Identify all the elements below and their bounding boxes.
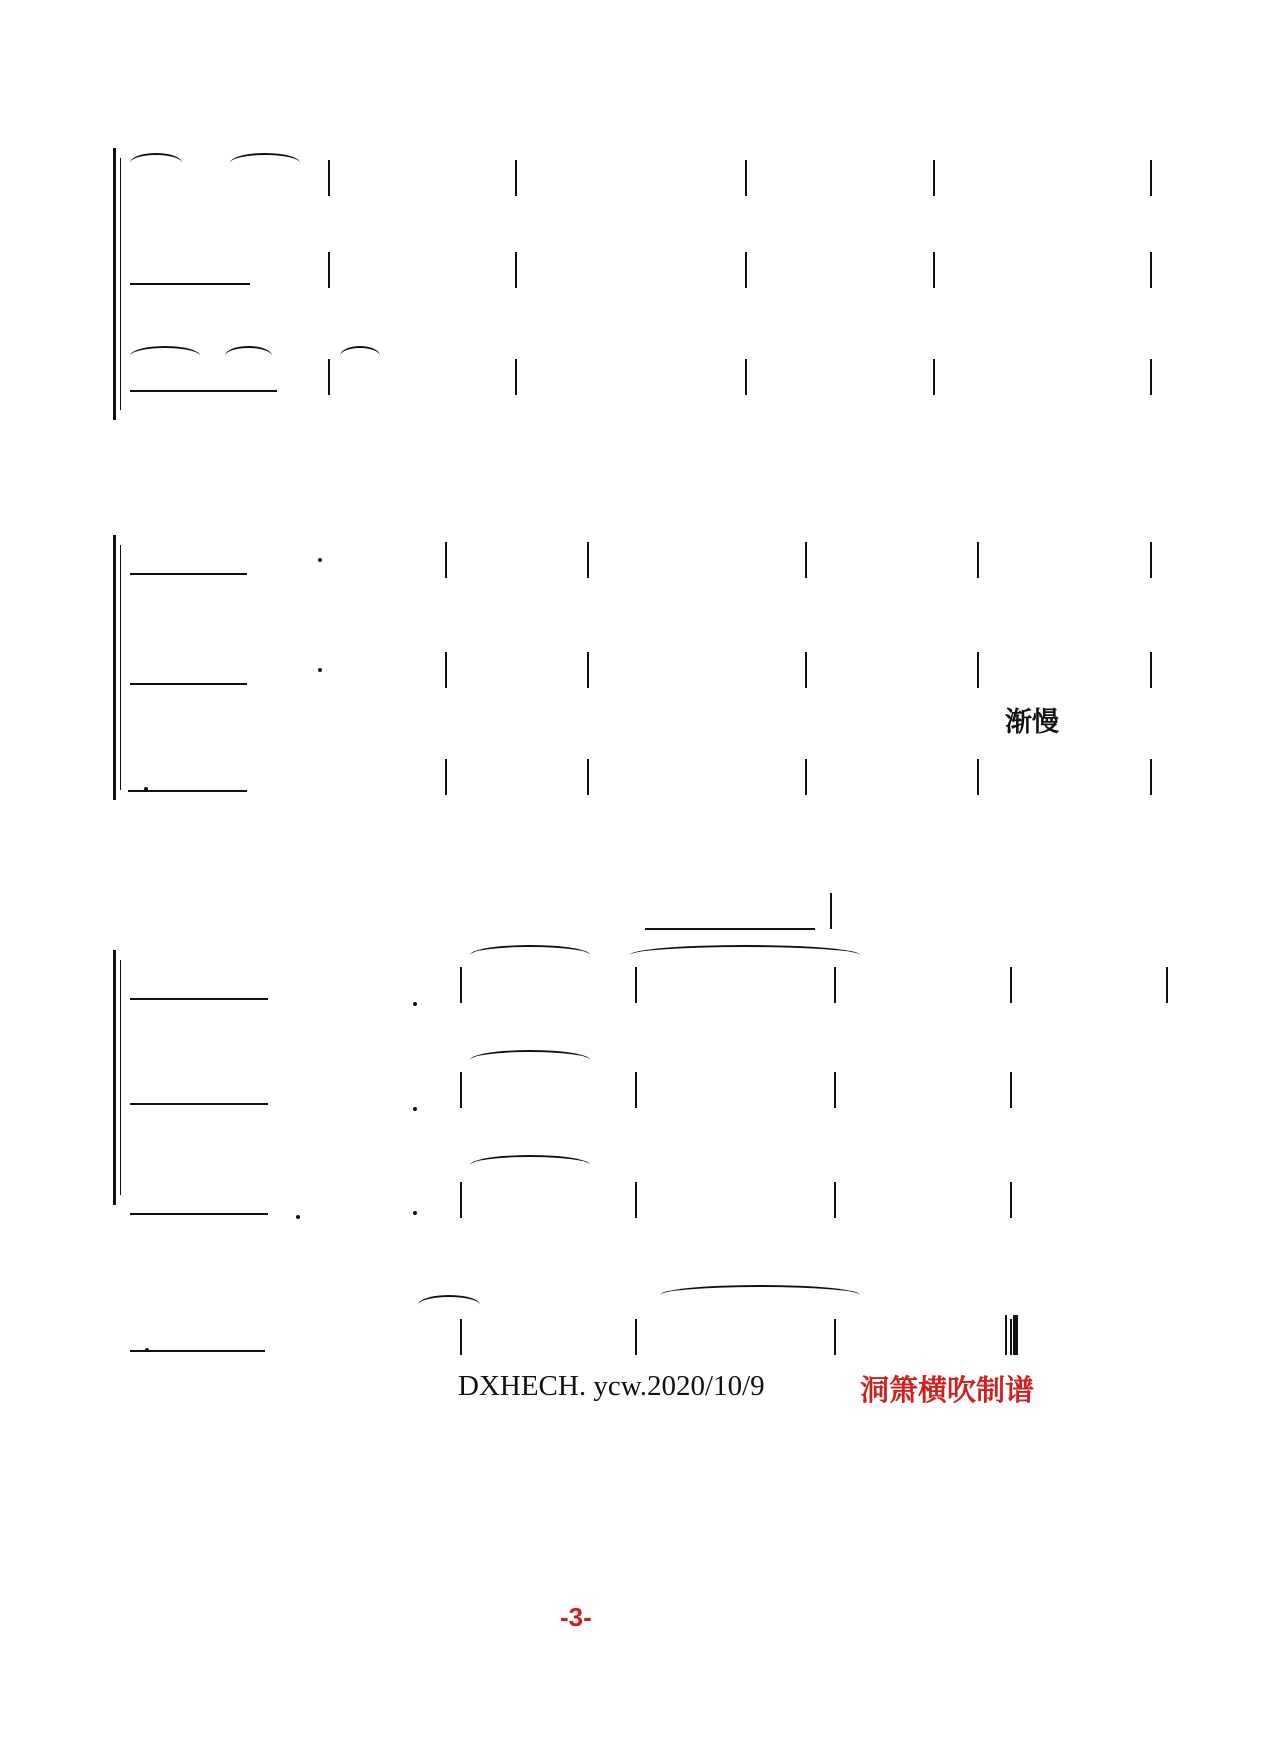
bar-line — [515, 252, 517, 288]
beam-underline — [130, 1103, 268, 1105]
octave-dot — [413, 1211, 417, 1215]
bar-line — [1150, 542, 1152, 578]
bar-line — [515, 359, 517, 395]
bar-line — [834, 1319, 836, 1355]
bar-line — [515, 160, 517, 196]
bar-line — [933, 359, 935, 395]
octave-dot — [145, 1348, 149, 1352]
bar-line — [1150, 252, 1152, 288]
bar-line — [445, 759, 447, 795]
slur-arc — [470, 1155, 590, 1165]
octave-dot — [296, 1215, 300, 1219]
bar-line — [445, 542, 447, 578]
beam-underline — [130, 283, 250, 285]
slur-arc — [470, 945, 590, 955]
slur-arc — [230, 153, 300, 163]
bar-line — [745, 359, 747, 395]
bar-line — [805, 542, 807, 578]
beam-underline — [130, 998, 268, 1000]
bar-line — [933, 160, 935, 196]
bar-line — [460, 1182, 462, 1218]
final-barline-thick — [1013, 1315, 1018, 1355]
octave-dot — [144, 787, 148, 791]
bar-line — [328, 160, 330, 196]
page-number: -3- — [560, 1602, 592, 1632]
system-brace — [113, 148, 116, 420]
bar-line — [587, 542, 589, 578]
bar-line — [635, 1319, 637, 1355]
bar-line — [805, 652, 807, 688]
slur-arc — [225, 346, 272, 356]
bar-line — [805, 759, 807, 795]
bar-line — [1010, 1319, 1012, 1355]
slur-arc — [340, 346, 380, 356]
bar-line — [977, 652, 979, 688]
bar-line — [834, 1072, 836, 1108]
octave-dot — [318, 668, 322, 672]
bar-line — [1010, 1072, 1012, 1108]
intro-bar — [830, 893, 832, 929]
system-brace — [113, 535, 116, 800]
bar-line — [328, 359, 330, 395]
octave-dot — [318, 558, 322, 562]
bar-line — [1150, 359, 1152, 395]
bar-line — [635, 1072, 637, 1108]
footer-credit: DXHECH. ycw.2020/10/9 — [458, 1370, 765, 1402]
slur-arc — [130, 346, 200, 356]
footer-brand: 洞箫横吹制谱 — [860, 1373, 1035, 1407]
slur-arc — [130, 153, 182, 163]
bar-line — [1010, 1182, 1012, 1218]
bar-line — [587, 759, 589, 795]
bar-line — [635, 967, 637, 1003]
bar-line — [460, 1072, 462, 1108]
bar-line — [587, 652, 589, 688]
bar-line — [460, 1319, 462, 1355]
beam-underline — [130, 573, 247, 575]
bar-line — [328, 252, 330, 288]
octave-dot — [413, 1107, 417, 1111]
bar-line — [933, 252, 935, 288]
slur-arc — [418, 1295, 480, 1305]
bar-line — [745, 252, 747, 288]
bar-line — [445, 652, 447, 688]
bar-line — [745, 160, 747, 196]
slur-arc — [630, 945, 860, 955]
slur-arc — [660, 1285, 860, 1295]
system-brace — [113, 950, 116, 1205]
bar-line — [977, 542, 979, 578]
bar-line — [834, 967, 836, 1003]
bar-line — [1150, 160, 1152, 196]
beam-underline — [130, 390, 277, 392]
intro-underline — [645, 928, 815, 930]
system-brace-inner — [120, 158, 121, 410]
bar-line — [1150, 759, 1152, 795]
beam-underline — [130, 1213, 268, 1215]
bar-line — [834, 1182, 836, 1218]
tempo-marking: 渐慢 — [1005, 707, 1059, 738]
final-barline-thin — [1005, 1315, 1007, 1355]
bar-line — [460, 967, 462, 1003]
beam-underline — [130, 1350, 265, 1352]
bar-line — [635, 1182, 637, 1218]
bar-line — [977, 759, 979, 795]
octave-dot — [413, 1002, 417, 1006]
bar-line — [1150, 652, 1152, 688]
system-brace-inner — [120, 545, 121, 790]
beam-underline — [130, 683, 247, 685]
system-brace-inner — [120, 960, 121, 1195]
bar-line — [1010, 967, 1012, 1003]
bar-line — [1166, 967, 1168, 1003]
slur-arc — [470, 1050, 590, 1060]
